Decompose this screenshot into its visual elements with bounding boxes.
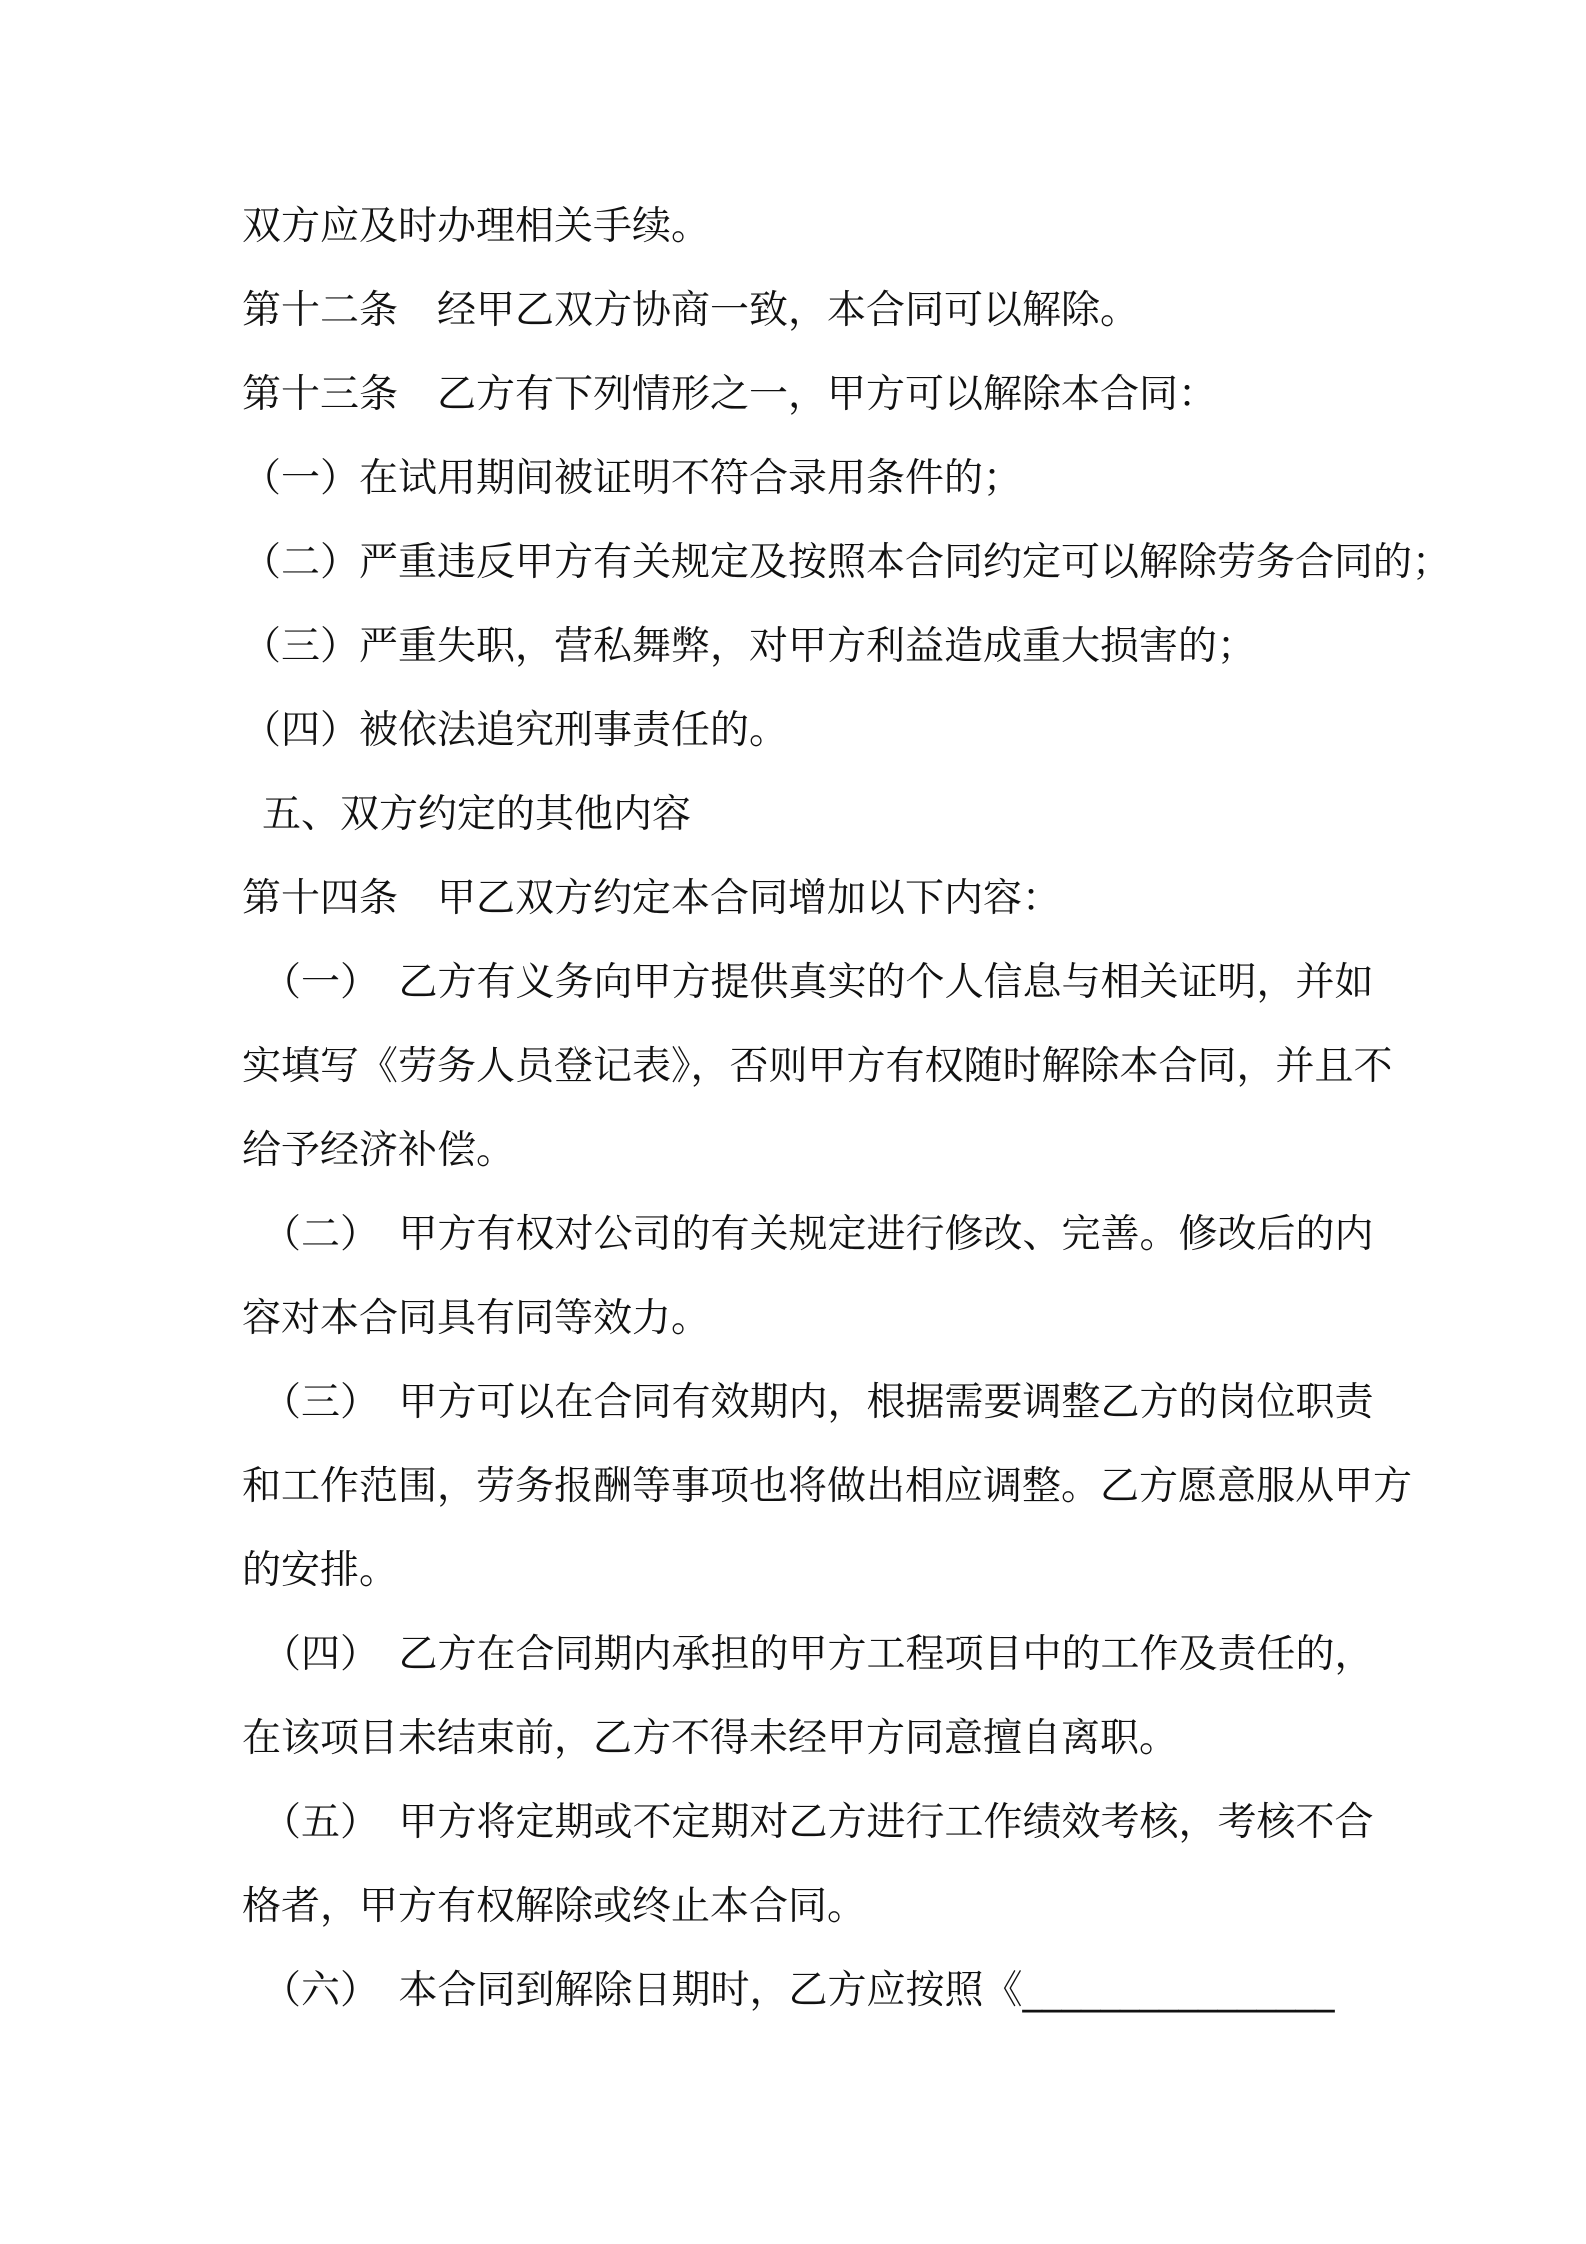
text-line: （四） 乙方在合同期内承担的甲方工程项目中的工作及责任的，: [262, 1632, 1374, 1677]
text-line: （六） 本合同到解除日期时，乙方应按照《________________: [262, 1968, 1335, 2013]
text-line: （一） 乙方有义务向甲方提供真实的个人信息与相关证明，并如: [262, 960, 1374, 1005]
text-line: 给予经济补偿。: [242, 1128, 516, 1173]
text-line: 在该项目未结束前，乙方不得未经甲方同意擅自离职。: [242, 1716, 1179, 1761]
text-line: 第十二条 经甲乙双方协商一致，本合同可以解除。: [242, 288, 1140, 333]
text-line: （二） 甲方有权对公司的有关规定进行修改、完善。修改后的内: [262, 1212, 1374, 1257]
text-line: （五） 甲方将定期或不定期对乙方进行工作绩效考核，考核不合: [262, 1800, 1374, 1845]
section-heading: 五、双方约定的其他内容: [262, 792, 692, 837]
text-line: 格者，甲方有权解除或终止本合同。: [242, 1884, 867, 1929]
text-line: 和工作范围，劳务报酬等事项也将做出相应调整。乙方愿意服从甲方: [242, 1464, 1413, 1509]
text-line: （三） 甲方可以在合同有效期内，根据需要调整乙方的岗位职责: [262, 1380, 1374, 1425]
text-line: （四）被依法追究刑事责任的。: [242, 708, 789, 753]
text-line: （二）严重违反甲方有关规定及按照本合同约定可以解除劳务合同的；: [242, 540, 1452, 585]
text-line: 容对本合同具有同等效力。: [242, 1296, 711, 1341]
text-line: （三）严重失职，营私舞弊，对甲方利益造成重大损害的；: [242, 624, 1257, 669]
text-line: 第十三条 乙方有下列情形之一，甲方可以解除本合同：: [242, 372, 1218, 417]
text-line: （一）在试用期间被证明不符合录用条件的；: [242, 456, 1023, 501]
text-line: 第十四条 甲乙双方约定本合同增加以下内容：: [242, 876, 1062, 921]
text-line: 实填写《劳务人员登记表》，否则甲方有权随时解除本合同，并且不: [242, 1044, 1393, 1089]
text-line: 的安排。: [242, 1548, 399, 1593]
text-line: 双方应及时办理相关手续。: [242, 204, 711, 249]
